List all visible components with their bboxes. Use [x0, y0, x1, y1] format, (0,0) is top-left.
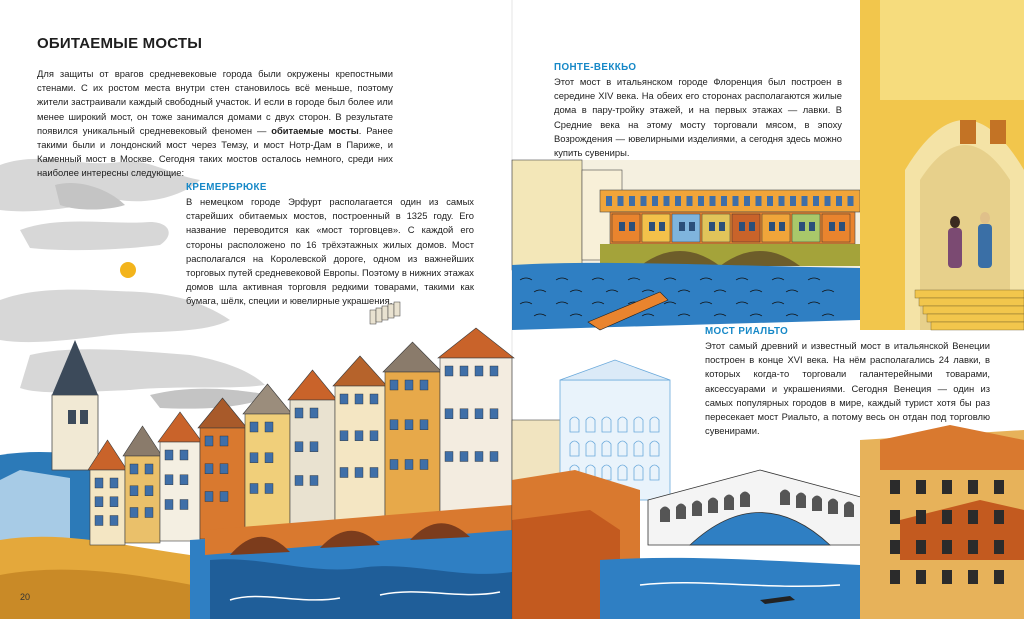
arcade-illustration	[860, 0, 1024, 330]
intro-text-2: . Ранее такими были и лондонский мост через Темзу, и мост Нотр-Дам в Париже, и Каменный мост в Москве. Сегодня таких мостов осталось немного, среди них наиболее интересны следующие:	[37, 124, 393, 179]
intro-text-1: Для защиты от врагов средневековые города были окружены крепостными стенами. С их ростом места внутри стен становилось всё меньше, поэтому жители застраивали каждый свободный участок. И если в городе был более или менее широкий мост, он тоже занимался домами с двух сторон. В результате появился уникальный средневековый феномен —	[37, 68, 393, 136]
rialto-heading: МОСТ РИАЛЬТО	[705, 326, 789, 337]
kremerbrucke-heading: КРЕМЕРБРЮКЕ	[186, 182, 267, 193]
kremerbrucke-text: В немецком городе Эрфурт располагается один из самых старейших обитаемых мостов, построенный в 1325 году. Его название переводится как «мост торговцев». С каждой его стороны расположено по 16 трёхэтажных жилых домов. Мост располагался на Королевской дороге, одном из важнейших торговых путей средневековой Европы. Поэтому в нижних этажах домов шла активная торговля редкими товарами, такими как бумага, шёлк, специи и ювелирные украшения.	[186, 196, 474, 307]
page-title: ОБИТАЕМЫЕ МОСТЫ	[37, 35, 203, 52]
sun-icon	[120, 262, 136, 278]
kremerbrucke-illustration	[0, 302, 514, 619]
intro-bold-term: обитаемые мосты	[271, 124, 359, 136]
intro-paragraph	[37, 67, 393, 181]
ponte-vecchio-text: Этот мост в итальянском городе Флоренция был построен в середине XIV века. На обеих его сторонах располагаются жилые дома в пару-тройку этажей, и на первых этажах — лавки. В Средние века на этому мосту торговали мясом, в эпоху Возрождения — ювелирными изделиями, а сегодня здесь можно купить сувениры.	[554, 76, 842, 159]
ponte-vecchio-illustration	[512, 160, 862, 330]
rialto-text: Этот самый древний и известный мост в итальянской Венеции построен в конце XVI века. На нём располагались 24 лавки, в которых когда-то торговали галантерейными товарами, аксессуарами и украшениями. Сегодня Венеция — один из самых популярных городов в мире, каждый турист хотя бы раз пересекает мост Риальто, а потому весь он отдан под торговлю сувенирами.	[705, 340, 990, 437]
ponte-vecchio-heading: ПОНТЕ-ВЕККЬО	[554, 62, 637, 73]
page-number: 20	[20, 592, 31, 602]
page-gutter	[511, 0, 513, 619]
